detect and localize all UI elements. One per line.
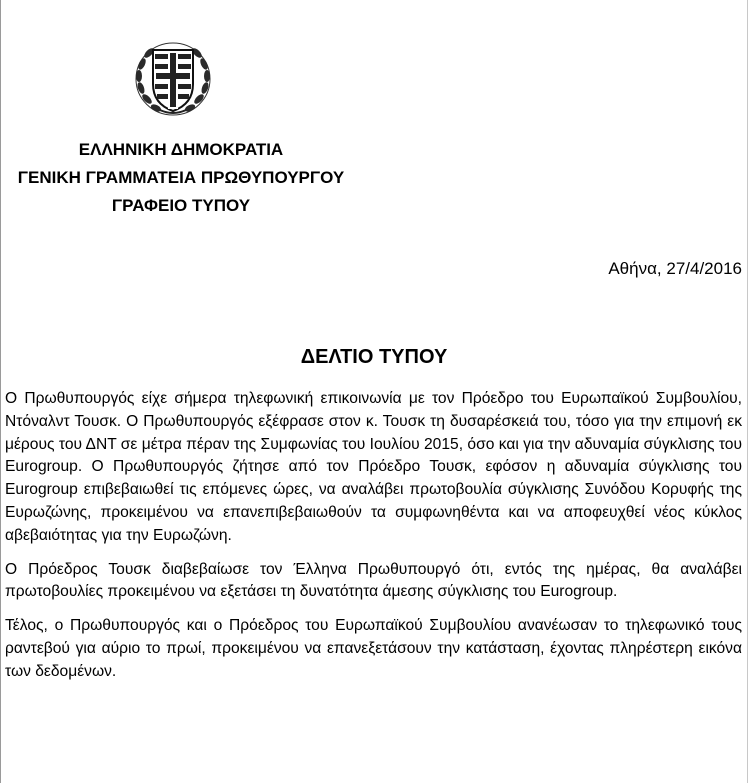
- page-left-border: [0, 0, 1, 783]
- document-header: [0, 136, 362, 220]
- document-body: [5, 388, 742, 695]
- paragraph: Ο Πρωθυπουργός είχε σήμερα τηλεφωνική επικοινωνία με τον Πρόεδρο του Ευρωπαϊκού Συμβουλίου, Ντόναλντ Τουσκ. Ο Πρωθυπουργός εξέφρασε στον κ. Τουσκ τη δυσαρέσκειά του, τόσο για την επιμονή εκ μέρους του ΔΝΤ σε μέτρα πέραν της Συμφωνίας του Ιουλίου 2015, όσο και για την αδυναμία σύγκλισης του Eurogroup. Ο Πρωθυπουργός ζήτησε από τον Πρόεδρο Τουσκ, εφόσον η αδυναμία σύγκλισης του Eurogroup επιβεβαιωθεί τις επόμενες ώρες, να αναλάβει πρωτοβουλία σύγκλισης Συνόδου Κορυφής της Ευρωζώνης, προκειμένου να επανεπιβεβαιωθούν τα συμφωνηθέντα και να αποφευχθεί νέος κύκλος αβεβαιότητας για την Ευρωζώνη.: [5, 390, 742, 544]
- document-date: Αθήνα, 27/4/2016: [608, 259, 742, 278]
- header-republic: ΕΛΛΗΝΙΚΗ ΔΗΜΟΚΡΑΤΙΑ: [78, 140, 284, 159]
- paragraph: Ο Πρόεδρος Τουσκ διαβεβαίωσε τον Έλληνα Πρωθυπουργό ότι, εντός της ημέρας, θα αναλάβει πρωτοβουλίες προκειμένου να εξετάσει τη δυνατότητα άμεσης σύγκλισης του Eurogroup.: [5, 560, 742, 601]
- header-press-office: ΓΡΑΦΕΙΟ ΤΥΠΟΥ: [111, 196, 251, 215]
- header-secretariat: ΓΕΝΙΚΗ ΓΡΑΜΜΑΤΕΙΑ ΠΡΩΘΥΠΟΥΡΓΟΥ: [17, 168, 345, 187]
- paragraph: Τέλος, ο Πρωθυπουργός και ο Πρόεδρος του Ευρωπαϊκού Συμβουλίου ανανέωσαν το τηλεφωνικό τους ραντεβού για αύριο το πρωί, προκειμένου να επανεξετάσουν την κατάσταση, έχοντας πληρέστερη εικόνα των δεδομένων.: [5, 617, 742, 680]
- document-title: ΔΕΛΤΙΟ ΤΥΠΟΥ: [300, 346, 448, 368]
- greek-coat-of-arms-icon: [132, 38, 214, 118]
